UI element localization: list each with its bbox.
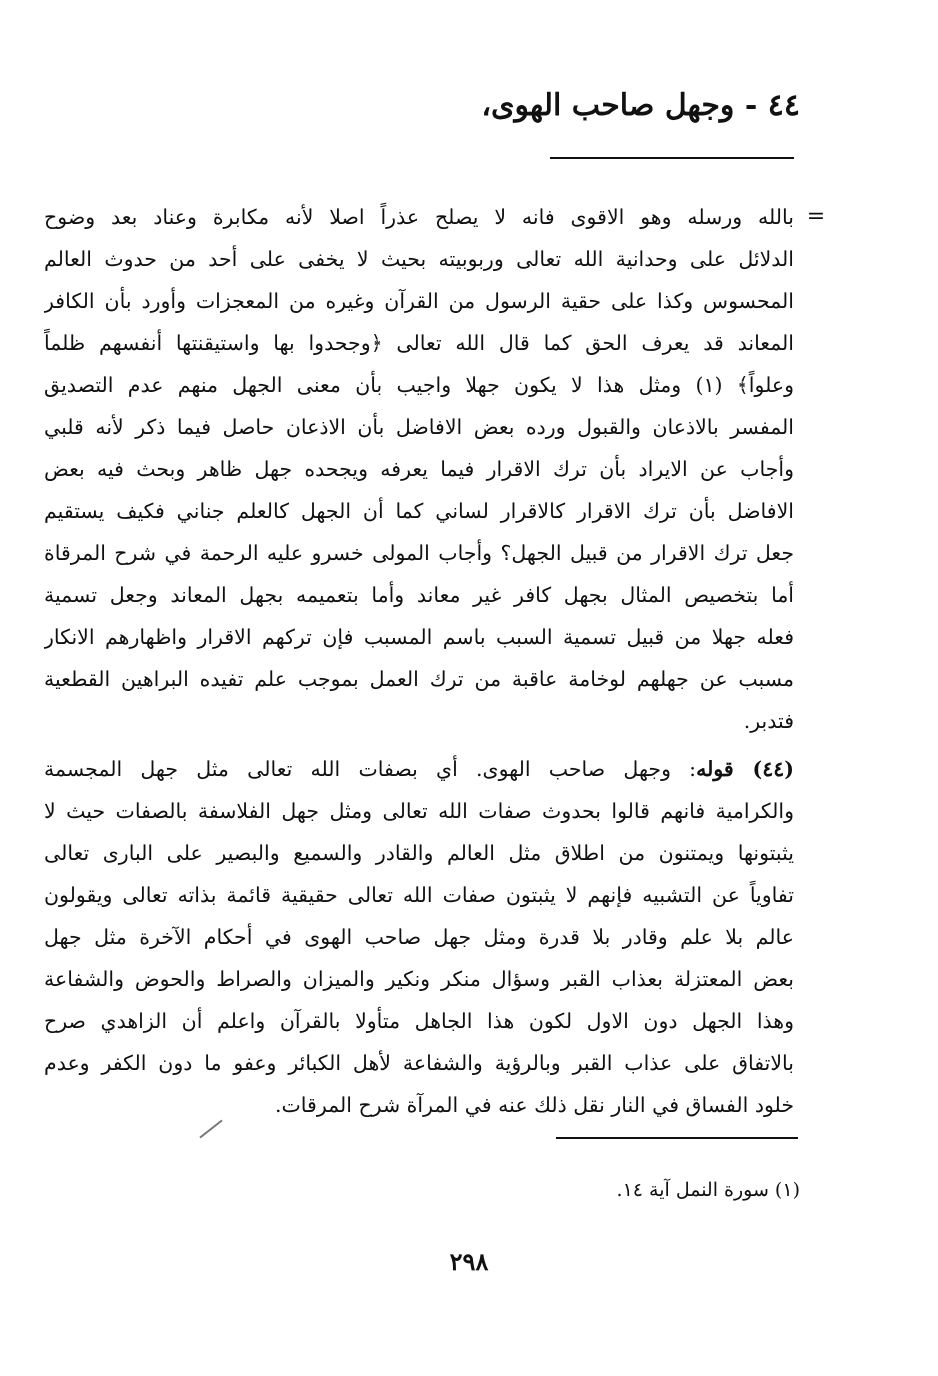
- paragraph-1-line: المعاند قد يعرف الحق كما قال الله تعالى ﴿وجحدوا بها واستيقنتها أنفسهم ظلماً: [44, 331, 794, 355]
- paragraph-2-line: وهذا الجهل دون الاول لكون هذا الجاهل متأولا بالقرآن واعلم أن الزاهدي صرح: [44, 1009, 794, 1033]
- quote-lead-rest: : وجهل صاحب الهوى. أي بصفات الله تعالى مثل جهل المجسمة: [44, 757, 697, 781]
- paragraph-2-line: خلود الفساق في النار نقل ذلك عنه في المرآة شرح المرقات.: [274, 1093, 794, 1117]
- paragraph-1-line: أما بتخصيص المثال بجهل كافر غير معاند وأما بتعميمه بجهل المعاند وجعل تسمية: [44, 583, 794, 607]
- continuation-mark: =: [806, 204, 826, 229]
- section-heading: ٤٤ - وجهل صاحب الهوى،: [481, 88, 800, 123]
- paragraph-1-line: المفسر بالاذعان والقبول ورده بعض الافاضل بأن الاذعان حاصل فيما ذكر لأنه قلبي: [44, 415, 794, 439]
- paragraph-2: [44, 748, 794, 1126]
- paragraph-1-line: جعل ترك الاقرار من قبيل الجهل؟ وأجاب المولى خسرو عليه الرحمة في شرح المرقاة: [44, 541, 794, 565]
- paragraph-1-line: فتدبر.: [743, 709, 794, 733]
- paragraph-2-line: يثبتونها ويمتنون من اطلاق مثل العالم والقادر والسميع والبصير على البارى تعالى: [44, 841, 794, 865]
- paragraph-2-line: والكرامية فانهم قالوا بحدوث صفات الله تعالى ومثل جهل الفلاسفة بالصفات حيث لا: [44, 799, 794, 823]
- footnote-divider: [556, 1137, 798, 1139]
- paragraph-2-lines: [44, 790, 794, 1126]
- paragraph-2-line: بالاتفاق على عذاب القبر وبالرؤية والشفاعة لأهل الكبائر وعفو ما دون الكفر وعدم: [44, 1051, 794, 1075]
- paragraph-2-line: بعض المعتزلة بعذاب القبر وسؤال منكر ونكير والميزان والصراط والحوض والشفاعة: [44, 967, 794, 991]
- paragraph-2-line: تفاوياً عن التشبيه فإنهم لا يثبتون صفات الله تعالى حقيقية قائمة بذاته تعالى ويقولون: [44, 883, 794, 907]
- quote-lead: (٤٤) قوله: [696, 757, 794, 781]
- paragraph-1-line: المحسوس وكذا على حقية الرسول من القرآن وغيره من المعجزات وأورد بأن الكافر: [44, 289, 794, 313]
- paragraph-1: [44, 196, 794, 742]
- paragraph-1-line: مسبب عن جهلهم لوخامة عاقبة من ترك العمل بموجب علم تفيده البراهين القطعية: [44, 667, 794, 691]
- heading-divider: [550, 157, 794, 159]
- footnote: (١) سورة النمل آية ١٤.: [616, 1179, 800, 1201]
- paragraph-2-first-line: [44, 748, 794, 790]
- main-text: [44, 196, 794, 1126]
- paragraph-1-line: الافاضل بأن ترك الاقرار كالاقرار لساني كما أن الجهل كالعلم جناني فكيف يستقيم: [44, 499, 794, 523]
- paragraph-1-line: وأجاب عن الايراد بأن ترك الاقرار فيما يعرفه ويجحده جهل ظاهر وبحث فيه بعض: [44, 457, 794, 481]
- paragraph-1-line: بالله ورسله وهو الاقوى فانه لا يصلح عذراً اصلا لأنه مكابرة وعناد بعد وضوح: [44, 205, 794, 229]
- paragraph-1-line: فعله جهلا من قبيل تسمية السبب باسم المسبب فإن تركهم الاقرار واظهارهم الانكار: [44, 625, 794, 649]
- paragraph-1-line: الدلائل على وحدانية الله تعالى وربوبيته بحيث لا يخفى على أحد من حدوث العالم: [44, 247, 794, 271]
- paragraph-1-line: وعلواً﴾ (١) ومثل هذا لا يكون جهلا واجيب بأن معنى الجهل منهم عدم التصديق: [44, 373, 794, 397]
- paragraph-2-line: عالم بلا علم وقادر بلا قدرة ومثل جهل صاحب الهوى في أحكام الآخرة مثل جهل: [44, 925, 794, 949]
- page-number: ٢٩٨: [449, 1247, 489, 1276]
